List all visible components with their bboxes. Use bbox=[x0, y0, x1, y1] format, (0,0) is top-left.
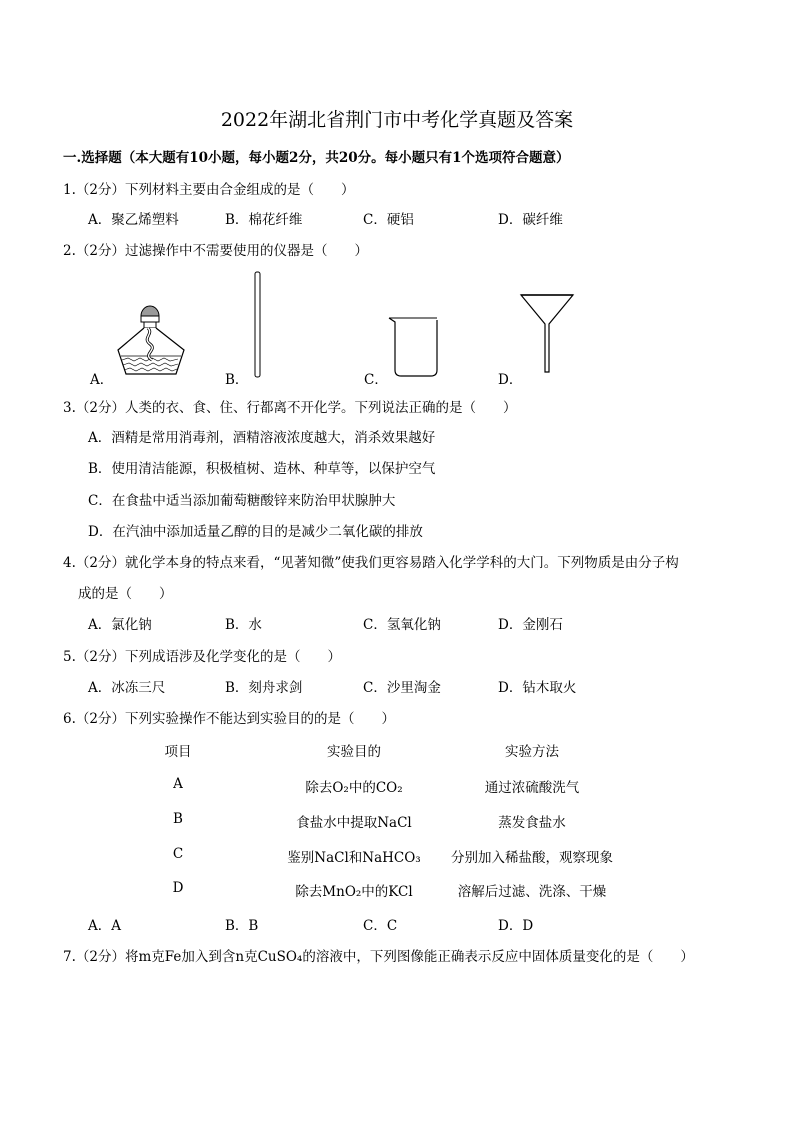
beaker-icon bbox=[384, 314, 444, 378]
table-cell-method: 通过浓硫酸洗气 bbox=[484, 780, 580, 796]
table-header-item: 项目 bbox=[164, 744, 192, 760]
question-6-option-b: B．B bbox=[225, 918, 259, 934]
funnel-icon bbox=[518, 292, 576, 374]
question-1-stem: 1.（2分）下列材料主要由合金组成的是（ ） bbox=[63, 182, 355, 198]
table-cell-purpose: 除去MnO₂中的KCl bbox=[295, 884, 413, 900]
question-1-option-d: D．碳纤维 bbox=[498, 212, 563, 228]
question-6-stem: 6.（2分）下列实验操作不能达到实验目的的是（ ） bbox=[63, 711, 395, 727]
glass-rod-icon bbox=[251, 270, 265, 380]
table-cell-purpose: 鉴别NaCl和NaHCO₃ bbox=[287, 850, 421, 866]
question-3-option-b: B．使用清洁能源，积极植树、造林、种草等，以保护空气 bbox=[88, 461, 436, 477]
question-6-option-c: C．C bbox=[363, 918, 398, 934]
table-cell-item: D bbox=[172, 880, 184, 896]
question-5-option-c: C．沙里淘金 bbox=[363, 680, 441, 696]
question-5-option-b: B．刻舟求剑 bbox=[225, 680, 303, 696]
table-cell-method: 蒸发食盐水 bbox=[498, 815, 566, 831]
question-5-stem: 5.（2分）下列成语涉及化学变化的是（ ） bbox=[63, 649, 341, 665]
question-1-option-c: C．硬铝 bbox=[363, 212, 414, 228]
table-cell-item: A bbox=[173, 776, 183, 792]
table-header-purpose: 实验目的 bbox=[327, 744, 381, 760]
question-4-option-a: A．氯化钠 bbox=[88, 617, 152, 633]
section-heading: 一.选择题（本大题有10小题，每小题2分，共20分。每小题只有1个选项符合题意） bbox=[63, 150, 570, 166]
question-3-stem: 3.（2分）人类的衣、食、住、行都离不开化学。下列说法正确的是（ ） bbox=[63, 400, 517, 416]
question-2-option-c: C． bbox=[364, 372, 388, 388]
alcohol-lamp-icon bbox=[108, 298, 198, 378]
question-2-option-a: A． bbox=[90, 372, 114, 388]
question-4-option-d: D．金刚石 bbox=[498, 617, 563, 633]
question-4-option-b: B．水 bbox=[225, 617, 262, 633]
question-3-option-d: D．在汽油中添加适量乙醇的目的是减少二氧化碳的排放 bbox=[88, 524, 423, 540]
question-6-option-a: A．A bbox=[88, 918, 121, 934]
question-3-option-a: A．酒精是常用消毒剂，酒精溶液浓度越大，消杀效果越好 bbox=[88, 430, 436, 446]
question-4-option-c: C．氢氧化钠 bbox=[363, 617, 441, 633]
question-6-option-d: D．D bbox=[498, 918, 534, 934]
question-4-stem-line1: 4.（2分）就化学本身的特点来看，“见著知微”使我们更容易踏入化学学科的大门。下列物质是由分子构 bbox=[63, 555, 679, 571]
table-cell-item: C bbox=[172, 846, 184, 862]
table-cell-method: 溶解后过滤、洗涤、干燥 bbox=[457, 884, 607, 900]
question-2-option-b: B． bbox=[225, 372, 249, 388]
question-5-option-d: D．钻木取火 bbox=[498, 680, 577, 696]
question-1-option-b: B．棉花纤维 bbox=[225, 212, 303, 228]
table-cell-item: B bbox=[173, 811, 183, 827]
question-1-option-a: A．聚乙烯塑料 bbox=[88, 212, 179, 228]
table-cell-method: 分别加入稀盐酸，观察现象 bbox=[451, 850, 613, 866]
question-7-stem: 7.（2分）将m克Fe加入到含n克CuSO₄的溶液中，下列图像能正确表示反应中固体质量变化的是（ ） bbox=[63, 949, 694, 965]
table-header-method: 实验方法 bbox=[505, 744, 559, 760]
question-2-option-d: D． bbox=[498, 372, 523, 388]
question-2-stem: 2.（2分）过滤操作中不需要使用的仪器是（ ） bbox=[63, 243, 368, 259]
table-cell-purpose: 食盐水中提取NaCl bbox=[296, 815, 412, 831]
question-5-option-a: A．冰冻三尺 bbox=[88, 680, 166, 696]
page-title: 2022年湖北省荆门市中考化学真题及答案 bbox=[220, 109, 574, 131]
question-4-stem-line2: 成的是（ ） bbox=[78, 586, 173, 602]
question-3-option-c: C．在食盐中适当添加葡萄糖酸锌来防治甲状腺肿大 bbox=[88, 493, 396, 509]
table-cell-purpose: 除去O₂中的CO₂ bbox=[305, 780, 403, 796]
